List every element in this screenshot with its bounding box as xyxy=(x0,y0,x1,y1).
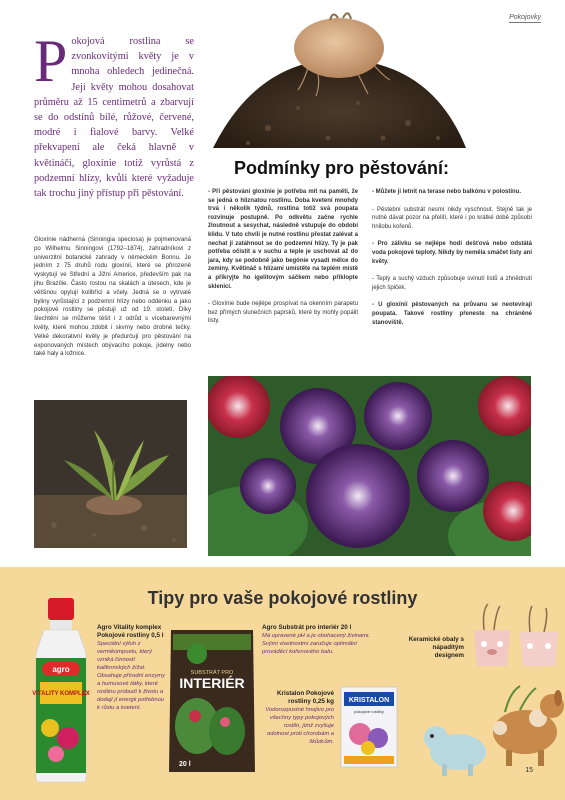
page-number: 15 xyxy=(525,767,533,774)
product-title: Agro Substrát pro interiér 20 l xyxy=(262,624,352,631)
bottle-name: VITALITY KOMPLEX xyxy=(32,691,90,697)
sprouting-tuber-photo xyxy=(34,400,187,548)
bag-volume: 20 l xyxy=(179,761,191,768)
tips-heading: Tipy pro vaše pokojové rostliny xyxy=(147,588,418,608)
condition-paragraph: - Pro zálivku se nejlépe hodí dešťová nebo odstátá voda pokojové teploty. Nikdy by neměla smáčet listy ani květy. xyxy=(372,241,532,265)
condition-paragraph: - U gloxínií pěstovaných na průvanu se neotevírají poupata. Takové rostliny přeneste na chráněné stanoviště. xyxy=(372,302,532,326)
ceramic-pots-top-image xyxy=(470,600,565,672)
intro-paragraph xyxy=(34,28,194,201)
product-ceramics xyxy=(402,636,464,660)
substrate-bag-image xyxy=(167,626,257,776)
soil-tuber-image xyxy=(208,8,470,153)
product-kristalon xyxy=(262,690,334,746)
kristalon-box-image xyxy=(340,686,398,768)
product-vitality xyxy=(97,624,167,712)
product-substrate xyxy=(262,624,374,656)
conditions-column-2 xyxy=(372,188,532,336)
condition-paragraph: - Teplý a suchý vzduch způsobuje svinutí listů a zhnědnutí jejich špiček. xyxy=(372,276,532,291)
bag-label: SUBSTRÁT PRO xyxy=(190,670,234,676)
condition-paragraph: - Při pěstování gloxínie je potřeba mít na paměti, že se jedná o hliznatou rostlinu. Doba kvetení mnohdy trvá i několik týdnů, rostlina totiž svá poupata rozvinuje postupně. Po odkvětu začne rychle žloutnout a sesychat, následně vstupuje do období klidu. V tuto chvíli je nutné rostlinu přestat zalévat a nechat ji zatáhnout se do podzemní hlízy. Ty je pak potřeba očistit a v suchu a teple je uschovat až do jara, kdy se podobně jako begónie vysadí mělce do zeminy. Květináč s hlízami umístěte na teplém místě a přikryjte ho igelitovým sáčkem nebo příklopte sklenicí. xyxy=(208,189,358,290)
dropcap: P xyxy=(34,28,68,94)
product-description: Má upravené pH a je obohacený živinami. Svými vlastnostmi zaručuje optimální prováděcí kořenového balu. xyxy=(262,633,370,655)
product-title: Kristalon Pokojové rostliny 0,25 kg xyxy=(276,690,334,705)
condition-paragraph: - Gloxínie bude nejlépe prospívat na okenním parapetu bez přímých slunečních paprsků, které by mohly popálit listy. xyxy=(208,301,358,325)
product-title: Keramické obaly s nápaditým designem xyxy=(408,636,464,659)
intro-text: okojová rostlina se zvonkovitými květy je v mnoha ohledech jedinečná. Její květy mohou dosahovat průměru až 15 centimetrů a zbarvují se do odstínů bílé, růžové, červené, modré i fialové barvy. Velké překvapení ale čeká hlavně v květináči, gloxínie totiž vyrůstá z podzemní hlízy, kvůli které vyžaduje tak trochu jiný přístup při pěstování. xyxy=(34,36,194,200)
condition-paragraph: - Pěstební substrát nesmí nikdy vyschnout. Stejně tak je nutné dávat pozor na přelití, které i po krátké době způsobí hnilobu kořenů. xyxy=(372,206,532,230)
section-tag: Pokojovky xyxy=(509,14,541,21)
bottle-brand: agro xyxy=(52,665,70,674)
bag-name: INTERIÉR xyxy=(179,675,245,691)
condition-paragraph: - Můžete ji letnit na terase nebo balkónu v polostínu. xyxy=(372,189,522,195)
conditions-heading: Podmínky pro pěstování: xyxy=(234,158,450,178)
vitality-bottle-image xyxy=(30,598,92,783)
gloxinia-flowers-photo xyxy=(208,376,531,556)
body-text: Gloxínie nádherná (Sinningia speciosa) je pojmenovaná po Wilhelmu Sinningovi (1792–1874), zahradníkovi z univerzitní botanické zahrady v německém Bonnu. Je jedním z 75 druhů rodu gloxínií, které se přirozeně vyskytují ve Střední a Jižní Americe, především pak na jihu Brazílie. Často rostou na skalách a útesech, kde je většinou opylují kolibříci a včely. Jedná se o vytrvalé byliny vyrůstající z podzemní hlízy nebo oddenku a jako pokojové rostliny se pěstují už od 19. století. Díky šlechtění se můžeme těšit i z odrůd s vícebarevnými květy, které mohou zdobit i skvrny nebo drobné tečky. Velké dekorativní květy je předurčují pro pěstování na exponovaných místech obývacího pokoje, jídelny nebo také haly a ložnice. xyxy=(34,236,191,358)
product-description: Speciální výluh z vermikompostu, který vzniká činností kalifornských žížal. Obsahuje přírodní enzymy a humusové látky, které rostlinu probudí k životu a dodají jí energii potřebnou k růstu a kvetení. xyxy=(97,641,165,711)
ceramic-animal-pots-image xyxy=(420,682,565,782)
product-title: Agro Vitality komplex Pokojové rostliny 0,5 l xyxy=(97,624,164,639)
box-sub: pokojové rostliny xyxy=(354,709,384,714)
box-name: KRISTALON xyxy=(348,697,390,704)
product-description: Vodorozpustné hnojivo pro všechny typy pokojových rostlin, jímž zvyšuje odolnost proti chorobám a škůdcům. xyxy=(265,707,334,745)
conditions-column-1 xyxy=(208,188,358,335)
